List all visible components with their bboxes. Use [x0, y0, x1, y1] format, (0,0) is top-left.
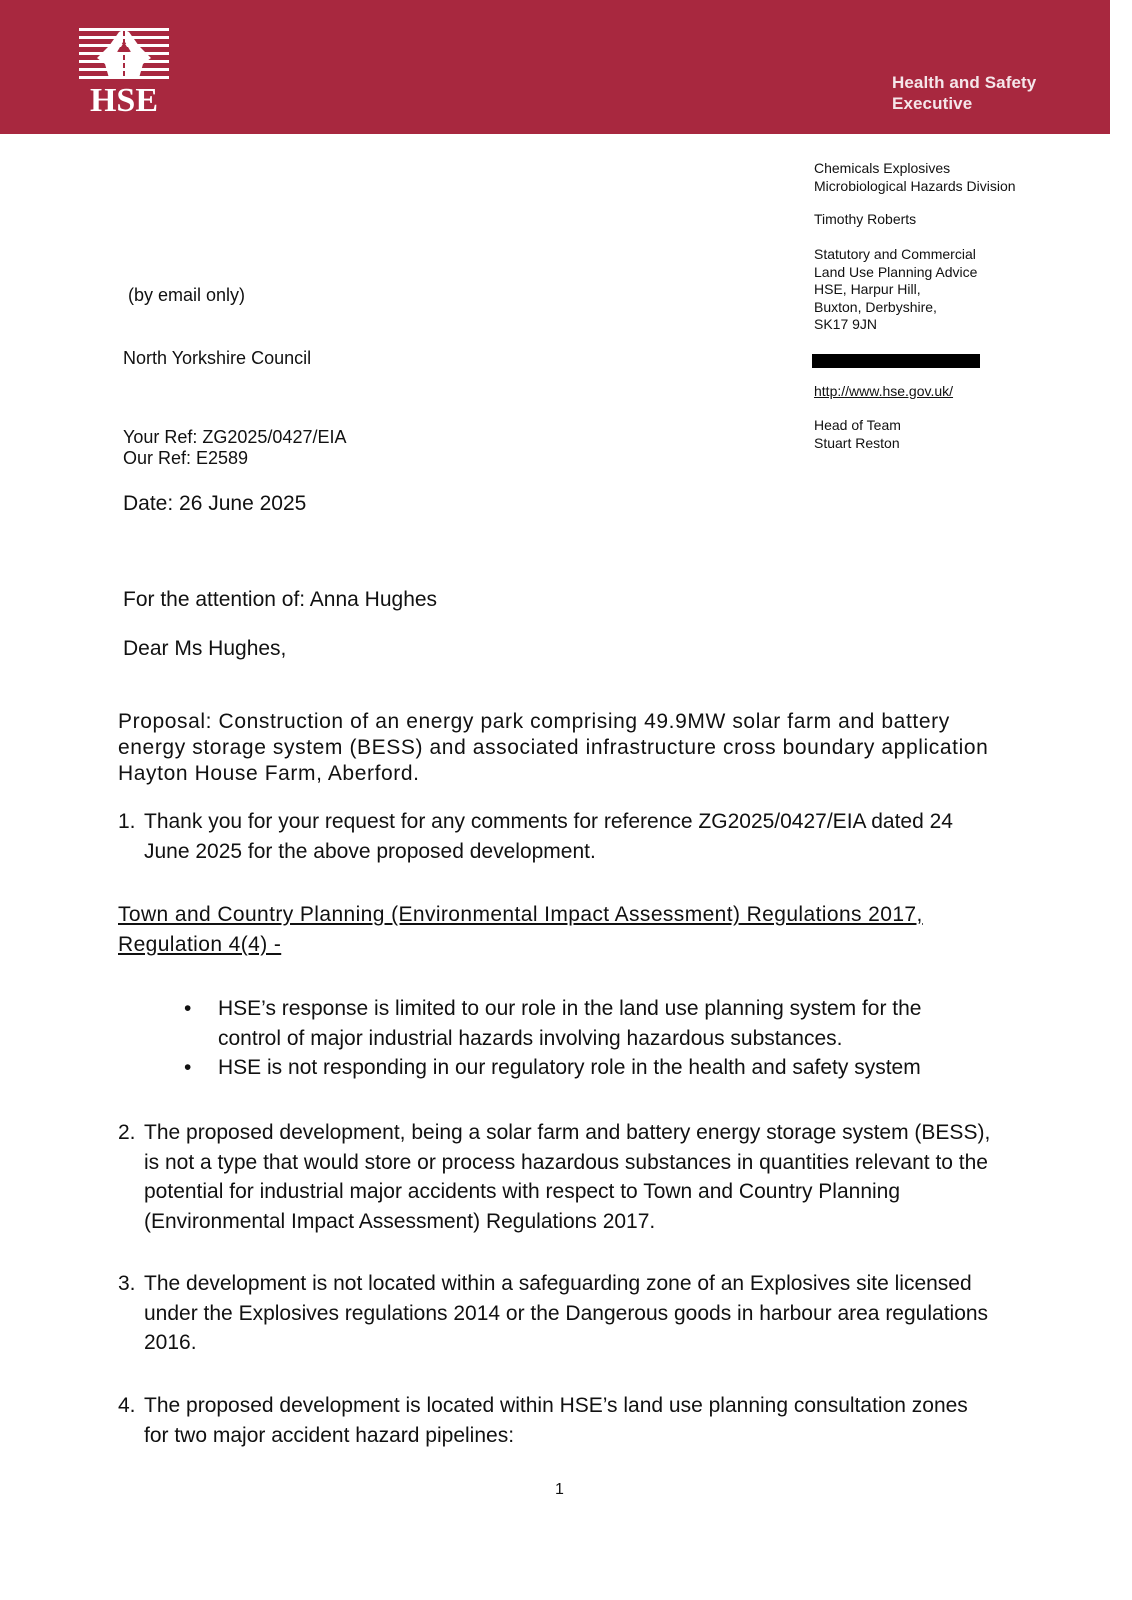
references	[123, 427, 346, 469]
paragraph-1	[118, 807, 998, 866]
hse-header-banner	[0, 0, 1110, 134]
head-of-team: Head of Team Stuart Reston	[814, 417, 901, 451]
paragraph-text: The development is not located within a safeguarding zone of an Explosives site licensed under the Explosives regulations 2014 or the Dangerous goods in harbour area regulations 2016.	[144, 1272, 989, 1354]
paragraph-text: The proposed development, being a solar farm and battery energy storage system (BESS), is not a type that would store or process hazardous substances in quantities relevant to the potential for industrial major accidents with respect to Town and Country Planning (Environmental Impact Assessment) Regulations 2017.	[144, 1121, 991, 1233]
paragraph-number: 2.	[118, 1121, 136, 1144]
sender-division: Chemicals Explosives Microbiological Hazards Division	[814, 160, 1016, 194]
proposal-text: Proposal: Construction of an energy park comprising 49.9MW solar farm and battery energy storage system (BESS) and associated infrastructure cross boundary application Hayton House Farm, Aberford.	[118, 710, 989, 785]
page-number: 1	[555, 1481, 564, 1498]
redaction-bar	[812, 354, 980, 368]
bullet-icon: •	[184, 997, 192, 1020]
paragraph-number: 4.	[118, 1394, 136, 1417]
bullet-icon: •	[184, 1056, 192, 1079]
list-item: • HSE’s response is limited to our role in the land use planning system for the control of major industrial hazards involving hazardous substances.	[184, 994, 984, 1053]
bullet-list	[184, 994, 984, 1083]
sender-address: Statutory and Commercial Land Use Planning Advice HSE, Harpur Hill, Buxton, Derbyshire, SK17 9JN	[814, 246, 978, 332]
organisation-name: Health and Safety Executive	[892, 73, 1037, 113]
recipient-name: North Yorkshire Council	[123, 348, 312, 368]
paragraph-number: 3.	[118, 1272, 136, 1295]
recipient-block	[123, 243, 311, 390]
our-ref: Our Ref: E2589	[123, 448, 249, 468]
letter-date: Date: 26 June 2025	[123, 492, 307, 515]
your-ref: Your Ref: ZG2025/0427/EIA	[123, 427, 347, 447]
sender-contact-name: Timothy Roberts	[814, 211, 917, 227]
paragraph-number: 1.	[118, 810, 136, 833]
paragraph-text: The proposed development is located within HSE’s land use planning consultation zones for two major accident hazard pipelines:	[144, 1394, 968, 1447]
hse-logo-icon	[79, 28, 171, 112]
paragraph-text: Thank you for your request for any comments for reference ZG2025/0427/EIA dated 24 June 2025 for the above proposed development.	[144, 810, 953, 863]
sender-website	[814, 383, 953, 401]
logo-text: HSE	[89, 82, 159, 112]
regulation-heading: Town and Country Planning (Environmental Impact Assessment) Regulations 2017, Regulation 4(4) -	[118, 903, 923, 956]
salutation: Dear Ms Hughes,	[123, 637, 287, 660]
delivery-method: (by email only)	[123, 285, 246, 305]
paragraph-3	[118, 1269, 998, 1358]
paragraph-4	[118, 1391, 998, 1450]
attention-line: For the attention of: Anna Hughes	[123, 588, 438, 611]
hse-website-link[interactable]: http://www.hse.gov.uk/	[814, 383, 954, 399]
paragraph-2	[118, 1118, 998, 1236]
list-item: • HSE is not responding in our regulatory role in the health and safety system	[184, 1053, 984, 1083]
